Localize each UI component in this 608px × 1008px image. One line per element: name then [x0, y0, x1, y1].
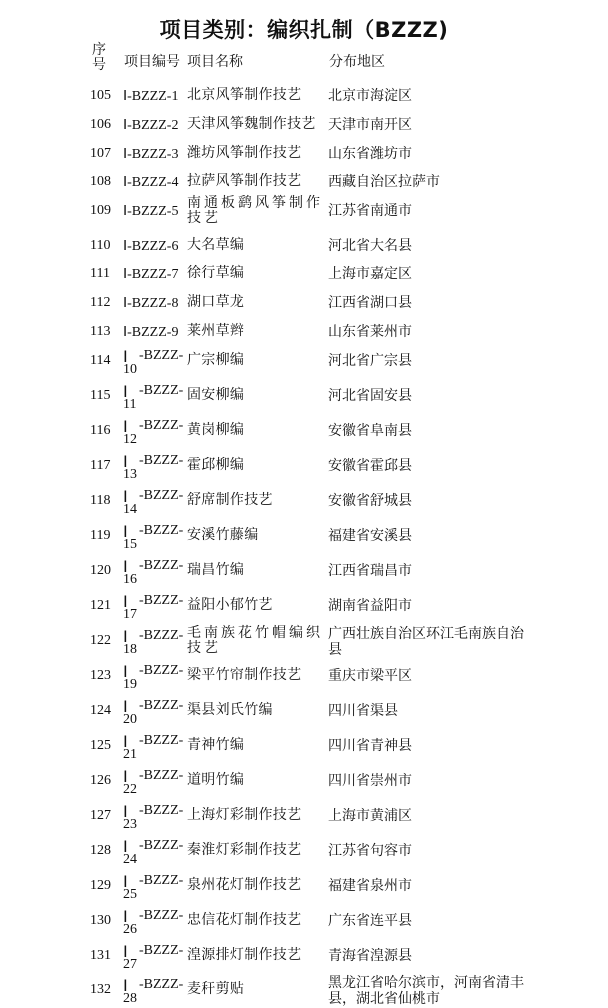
row-number: 105	[90, 88, 111, 103]
table-row: 114 Ⅰ -BZZZ- 10 广宗柳编 河北省广宗县	[0, 345, 608, 379]
page-title: 项目类别：编织扎制（BZZZ)	[159, 18, 449, 42]
header-code: 项目编号	[124, 54, 180, 70]
row-area: 江苏省句容市	[328, 843, 412, 859]
table-row: 126 Ⅰ -BZZZ- 22 道明竹编 四川省崇州市	[0, 765, 608, 799]
row-area: 四川省青神县	[328, 738, 412, 754]
row-code: Ⅰ-BZZZ-2	[123, 118, 179, 133]
row-name: 秦淮灯彩制作技艺	[187, 842, 302, 858]
row-number: 108	[90, 174, 111, 189]
row-area: 江西省湖口县	[328, 295, 412, 311]
row-name: 安溪竹藤编	[187, 527, 259, 543]
row-code: Ⅰ-BZZZ-7	[123, 267, 179, 282]
row-area: 北京市海淀区	[328, 88, 412, 104]
row-name: 广宗柳编	[187, 352, 245, 368]
row-number: 122	[90, 633, 111, 648]
row-area: 黑龙江省哈尔滨市，河南省清丰县，湖北省仙桃市	[328, 975, 524, 1007]
row-name: 南通板鹞风筝制作技艺	[187, 195, 323, 226]
row-area: 青海省湟源县	[328, 948, 412, 964]
row-area: 湖南省益阳市	[328, 598, 412, 614]
row-name: 湖口草龙	[187, 294, 245, 310]
row-number: 109	[90, 203, 111, 218]
header-area: 分布地区	[329, 54, 385, 70]
row-code: Ⅰ-BZZZ-3	[123, 147, 179, 162]
row-name: 毛南族花竹帽编织技艺	[187, 625, 323, 656]
row-number: 106	[90, 117, 111, 132]
row-number: 123	[90, 668, 111, 683]
row-area: 江西省瑞昌市	[328, 563, 412, 579]
table-row: 131 Ⅰ -BZZZ- 27 湟源排灯制作技艺 青海省湟源县	[0, 940, 608, 974]
row-area: 安徽省阜南县	[328, 423, 412, 439]
header-no: 序号	[92, 42, 106, 73]
row-area: 上海市黄浦区	[328, 808, 412, 824]
row-area: 四川省崇州市	[328, 773, 412, 789]
table-row: 118 Ⅰ -BZZZ- 14 舒席制作技艺 安徽省舒城县	[0, 485, 608, 519]
row-name: 麦秆剪贴	[187, 981, 245, 997]
table-row: 117 Ⅰ -BZZZ- 13 霍邱柳编 安徽省霍邱县	[0, 450, 608, 484]
row-name: 道明竹编	[187, 772, 245, 788]
row-area: 河北省广宗县	[328, 353, 412, 369]
row-number: 131	[90, 948, 111, 963]
table-row: 120 Ⅰ -BZZZ- 16 瑞昌竹编 江西省瑞昌市	[0, 555, 608, 589]
table-row	[0, 195, 608, 229]
row-area: 上海市嘉定区	[328, 266, 412, 282]
table-row: 116 Ⅰ -BZZZ- 12 黄岗柳编 安徽省阜南县	[0, 415, 608, 449]
row-code: Ⅰ-BZZZ-4	[123, 175, 179, 190]
row-name: 舒席制作技艺	[187, 492, 273, 508]
row-name: 瑞昌竹编	[187, 562, 245, 578]
row-area: 山东省莱州市	[328, 324, 412, 340]
row-name: 湟源排灯制作技艺	[187, 947, 302, 963]
row-name: 梁平竹帘制作技艺	[187, 667, 302, 683]
row-number: 126	[90, 773, 111, 788]
row-name: 北京风筝制作技艺	[187, 87, 302, 103]
row-name: 泉州花灯制作技艺	[187, 877, 302, 893]
row-number: 117	[90, 458, 111, 473]
row-area: 广西壮族自治区环江毛南族自治县	[328, 626, 524, 658]
row-number: 129	[90, 878, 111, 893]
table-row: 122 Ⅰ -BZZZ- 18 毛南族花竹帽编织技艺 广西壮族自治区环江毛南族自治县	[0, 625, 608, 659]
row-area: 西藏自治区拉萨市	[328, 174, 440, 190]
table-row: 119 Ⅰ -BZZZ- 15 安溪竹藤编 福建省安溪县	[0, 520, 608, 554]
row-number: 115	[90, 388, 111, 403]
row-number: 111	[90, 266, 110, 281]
row-name: 霍邱柳编	[187, 457, 245, 473]
table-row: 129 Ⅰ -BZZZ- 25 泉州花灯制作技艺 福建省泉州市	[0, 870, 608, 904]
row-code: Ⅰ-BZZZ-9	[123, 325, 179, 340]
row-name: 黄岗柳编	[187, 422, 245, 438]
row-area: 福建省安溪县	[328, 528, 412, 544]
row-code: Ⅰ-BZZZ-8	[123, 296, 179, 311]
row-number: 124	[90, 703, 111, 718]
table-row: 121 Ⅰ -BZZZ- 17 益阳小郁竹艺 湖南省益阳市	[0, 590, 608, 624]
row-name: 徐行草编	[187, 265, 245, 281]
row-code: Ⅰ-BZZZ-5	[123, 204, 179, 219]
row-name: 青神竹编	[187, 737, 245, 753]
table-row: 124 Ⅰ -BZZZ- 20 渠县刘氏竹编 四川省渠县	[0, 695, 608, 729]
row-code: Ⅰ-BZZZ-1	[123, 89, 179, 104]
table-row: 127 Ⅰ -BZZZ- 23 上海灯彩制作技艺 上海市黄浦区	[0, 800, 608, 834]
table-row: 128 Ⅰ -BZZZ- 24 秦淮灯彩制作技艺 江苏省句容市	[0, 835, 608, 869]
row-name: 大名草编	[187, 237, 245, 253]
row-number: 121	[90, 598, 111, 613]
row-number: 130	[90, 913, 111, 928]
row-number: 107	[90, 146, 111, 161]
table-row: 130 Ⅰ -BZZZ- 26 忠信花灯制作技艺 广东省连平县	[0, 905, 608, 939]
row-area: 安徽省舒城县	[328, 493, 412, 509]
row-number: 110	[90, 238, 111, 253]
row-number: 112	[90, 295, 111, 310]
row-number: 114	[90, 353, 111, 368]
row-name: 忠信花灯制作技艺	[187, 912, 302, 928]
row-area: 四川省渠县	[328, 703, 398, 719]
row-area: 广东省连平县	[328, 913, 412, 929]
row-name: 天津风筝魏制作技艺	[187, 116, 316, 132]
row-name: 益阳小郁竹艺	[187, 597, 273, 613]
row-number: 125	[90, 738, 111, 753]
row-number: 118	[90, 493, 111, 508]
row-number: 120	[90, 563, 111, 578]
row-number: 113	[90, 324, 111, 339]
table-row: 115 Ⅰ -BZZZ- 11 固安柳编 河北省固安县	[0, 380, 608, 414]
table-row: 132 Ⅰ -BZZZ- 28 麦秆剪贴 黑龙江省哈尔滨市，河南省清丰县，湖北省仙桃市	[0, 974, 608, 1008]
row-area: 天津市南开区	[328, 117, 412, 133]
row-name: 拉萨风筝制作技艺	[187, 173, 302, 189]
row-number: 116	[90, 423, 111, 438]
row-number: 132	[90, 982, 111, 997]
row-number: 127	[90, 808, 111, 823]
row-name: 莱州草辫	[187, 323, 245, 339]
row-name: 上海灯彩制作技艺	[187, 807, 302, 823]
header-name: 项目名称	[187, 54, 243, 70]
row-name: 固安柳编	[187, 387, 245, 403]
row-name: 潍坊风筝制作技艺	[187, 145, 302, 161]
row-number: 128	[90, 843, 111, 858]
row-name: 渠县刘氏竹编	[187, 702, 273, 718]
table-row: 123 Ⅰ -BZZZ- 19 梁平竹帘制作技艺 重庆市梁平区	[0, 660, 608, 694]
row-area: 山东省潍坊市	[328, 146, 412, 162]
row-number: 119	[90, 528, 111, 543]
row-area: 重庆市梁平区	[328, 668, 412, 684]
row-area: 安徽省霍邱县	[328, 458, 412, 474]
row-area: 河北省固安县	[328, 388, 412, 404]
row-area: 福建省泉州市	[328, 878, 412, 894]
row-code: Ⅰ-BZZZ-6	[123, 239, 179, 254]
row-area: 河北省大名县	[328, 238, 412, 254]
row-area: 江苏省南通市	[328, 203, 412, 219]
table-row: 125 Ⅰ -BZZZ- 21 青神竹编 四川省青神县	[0, 730, 608, 764]
